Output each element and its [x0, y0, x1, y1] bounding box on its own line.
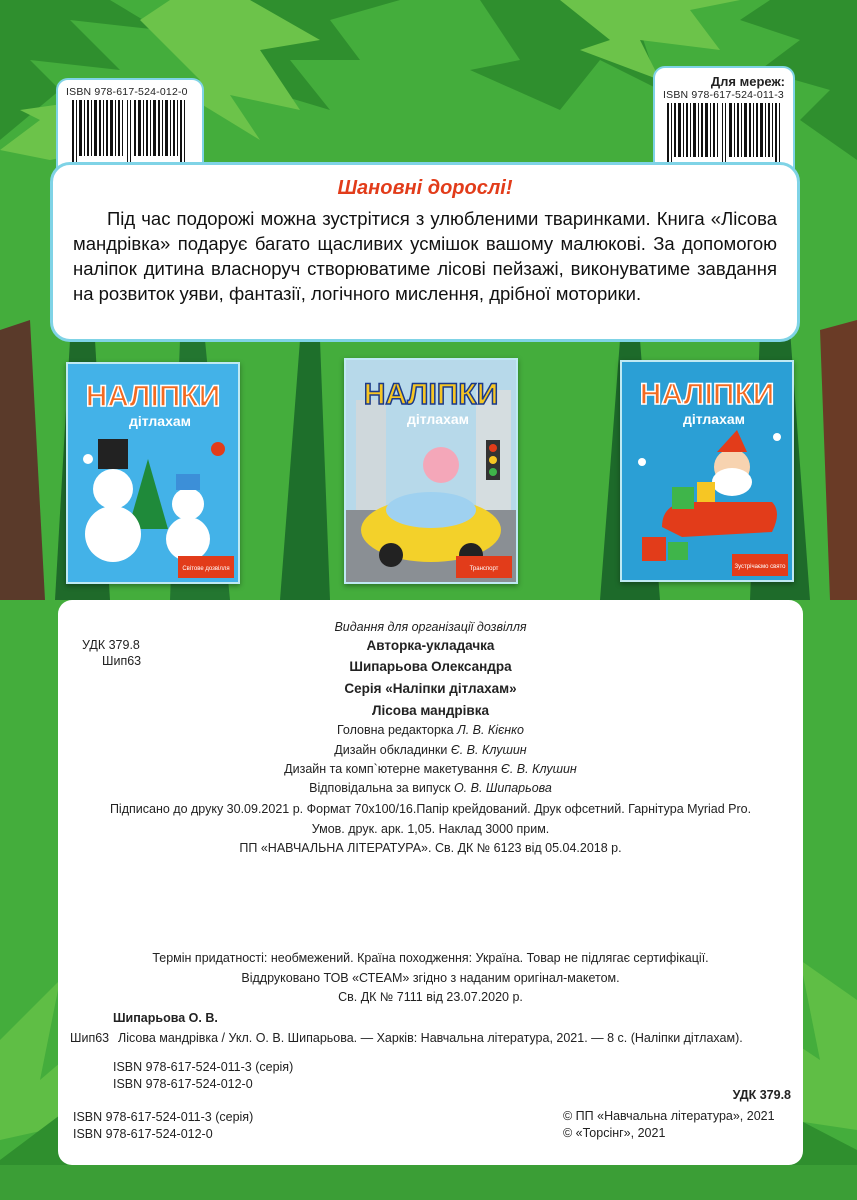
book-cover-holiday-label: Зустрічаємо свято — [734, 564, 786, 570]
publisher-line: ПП «НАВЧАЛЬНА ЛІТЕРАТУРА». Св. ДК № 6123 від 05.04.2018 р. — [239, 841, 622, 855]
barcode-left-isbn: ISBN 978-617-524-012-0 — [66, 86, 188, 98]
catalog-desc: Лісова мандрівка / Укл. О. В. Шипарьова. — Харків: Навчальна література, 2021. — 8 с. (Наліпки дітлахам). — [118, 1031, 743, 1045]
footer-isbn: ISBN 978-617-524-012-0 — [73, 1127, 213, 1141]
editor-name: Л. В. Кієнко — [457, 723, 524, 737]
book-cover-transport-series: НАЛІПКИ — [363, 378, 499, 411]
barcode-right-label: Для мереж: — [710, 74, 785, 89]
layout-name: Є. В. Клушин — [501, 762, 577, 776]
resp-line — [58, 781, 803, 795]
info-box — [50, 162, 800, 342]
book-cover-winter-art — [68, 364, 238, 582]
book-cover-transport — [344, 358, 518, 584]
cover-line — [58, 743, 803, 757]
info-title: Шановні дорослі! — [337, 177, 513, 199]
resp-label: Відповідальна за випуск — [309, 781, 451, 795]
editor-label: Головна редакторка — [337, 723, 454, 737]
editor-line — [58, 723, 803, 737]
barcode-left-bars — [66, 100, 196, 162]
layout-label: Дизайн та комп`ютерне макетування — [284, 762, 498, 776]
cert-line: Св. ДК № 7111 від 23.07.2020 р. — [338, 990, 523, 1004]
resp-name: О. В. Шипарьова — [453, 781, 552, 795]
book-cover-winter-series: НАЛІПКИ — [85, 380, 221, 413]
udk-right: УДК 379.8 — [732, 1088, 791, 1102]
series-name: Серія «Наліпки дітлахам» — [344, 681, 517, 696]
catalog-isbn-series: ISBN 978-617-524-011-3 (серія) — [113, 1060, 294, 1074]
catalog-isbn: ISBN 978-617-524-012-0 — [113, 1077, 253, 1091]
book-cover-holiday-sub: дітлахам — [682, 411, 746, 427]
book-cover-holiday-art — [622, 362, 792, 580]
cover-label: Дизайн обкладинки — [334, 743, 448, 757]
code-left: Шип63 — [102, 654, 142, 668]
book-title: Лісова мандрівка — [372, 703, 489, 718]
printed-line: Віддруковано ТОВ «СТЕАМ» згідно з наданим оригінал-макетом. — [241, 971, 620, 985]
info-text: Під час подорожі можна зустрітися з улюбленими тваринками. Книга «Лісова мандрівка» подарує багато щасливих усмішок вашому малюкові. За допомогою наліпок дитина власноруч створюватиме лісові пейзажі, виконуватиме завдання на розвиток уяви, фантазії, логічного мислення, дрібної моторики. — [73, 208, 777, 304]
book-cover-winter — [66, 362, 240, 584]
book-cover-winter-sub: дітлахам — [128, 413, 192, 429]
print-info-2: Умов. друк. арк. 1,05. Наклад 3000 прим. — [311, 822, 550, 836]
book-cover-transport-label: Транспорт — [469, 566, 499, 572]
book-cover-winter-label: Світове дозвілля — [182, 566, 230, 572]
book-cover-transport-sub: дітлахам — [406, 411, 470, 427]
author-name: Шипарьова Олександра — [349, 659, 512, 674]
layout-line — [58, 762, 803, 776]
udk-left: УДК 379.8 — [82, 638, 140, 652]
edition-note: Видання для організації дозвілля — [334, 620, 527, 634]
term-line: Термін придатності: необмежений. Країна походження: Україна. Товар не підлягає сертифікації. — [152, 951, 709, 965]
print-info-1: Підписано до друку 30.09.2021 р. Формат 70х100/16.Папір крейдований. Друк офсетний. Гарнітура Myriad Pro. — [109, 802, 752, 816]
catalog-code: Шип63 — [70, 1031, 110, 1045]
catalog-author: Шипарьова О. В. — [113, 1011, 218, 1025]
imprint-panel — [58, 600, 803, 1165]
cover-name: Є. В. Клушин — [450, 743, 527, 757]
footer-isbn-series: ISBN 978-617-524-011-3 (серія) — [73, 1110, 254, 1124]
copyright-publisher: © ПП «Навчальна література», 2021 — [563, 1109, 775, 1123]
barcode-right-bars — [663, 103, 789, 163]
book-cover-transport-art — [346, 360, 516, 582]
author-role: Авторка-укладачка — [366, 638, 495, 653]
book-cover-holiday — [620, 360, 794, 582]
book-cover-holiday-series: НАЛІПКИ — [639, 378, 775, 411]
barcode-right-isbn: ISBN 978-617-524-011-3 — [663, 89, 784, 101]
copyright-torsing: © «Торсінг», 2021 — [563, 1126, 666, 1140]
